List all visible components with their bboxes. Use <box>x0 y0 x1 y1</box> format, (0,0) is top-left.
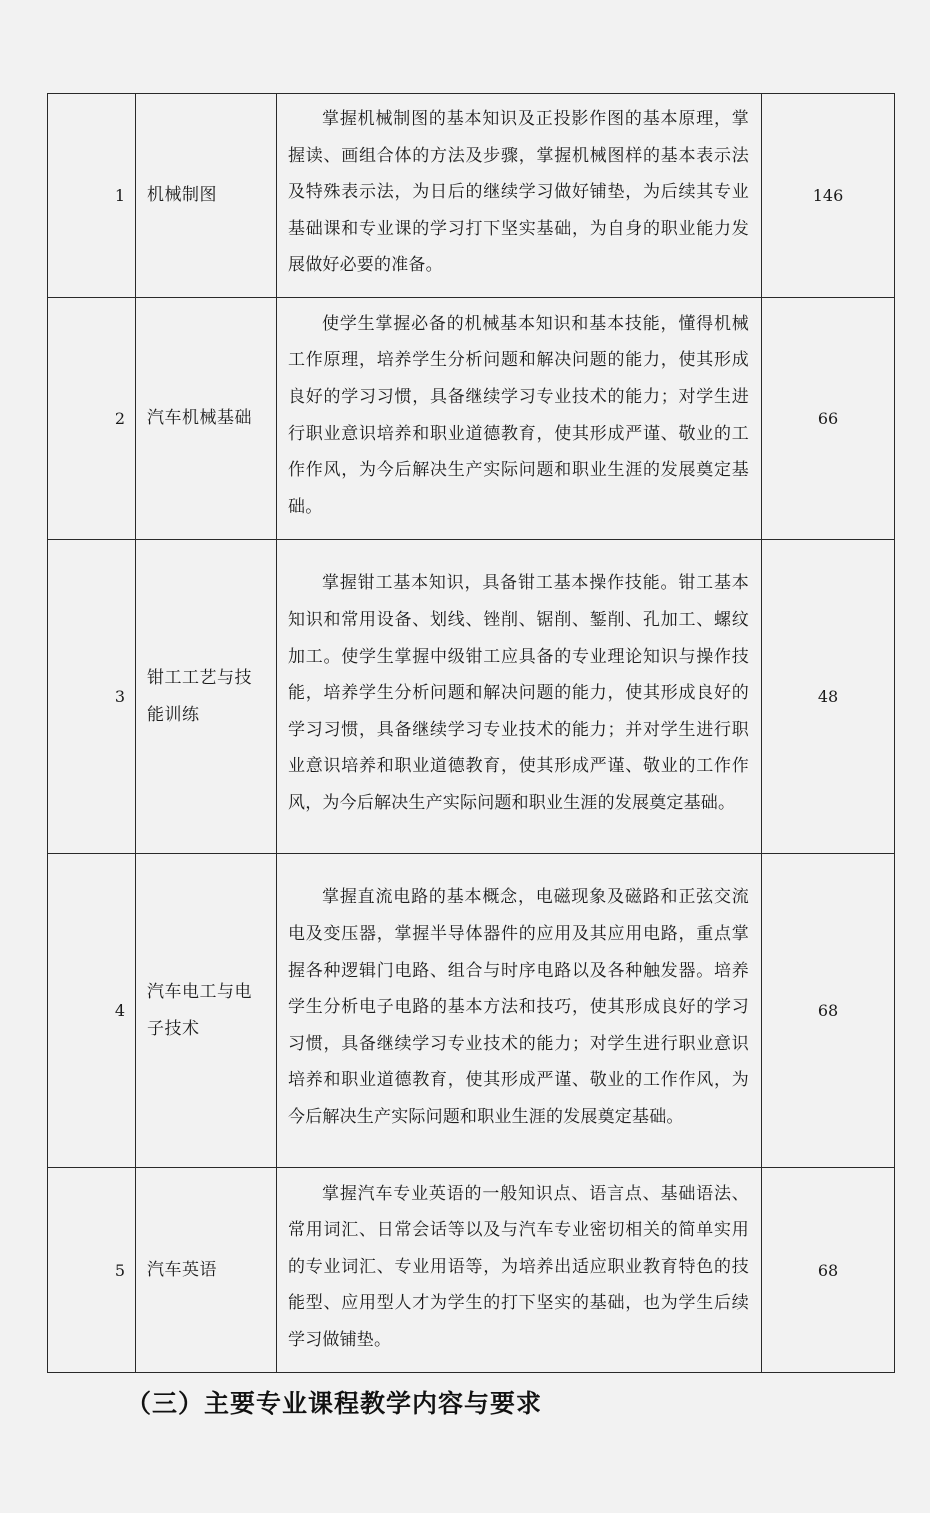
course-hours: 48 <box>762 540 895 854</box>
table-row <box>48 298 895 540</box>
course-name: 钳工工艺与技能训练 <box>136 540 277 854</box>
course-hours: 146 <box>762 94 895 298</box>
course-name: 机械制图 <box>136 94 277 298</box>
course-hours: 66 <box>762 298 895 540</box>
course-name: 汽车电工与电子技术 <box>136 854 277 1168</box>
section-heading: （三）主要专业课程教学内容与要求 <box>126 1389 543 1418</box>
course-table <box>47 93 895 1373</box>
table-row <box>48 540 895 854</box>
course-name: 汽车机械基础 <box>136 298 277 540</box>
course-number: 3 <box>48 540 136 854</box>
course-name: 汽车英语 <box>136 1168 277 1373</box>
course-number: 5 <box>48 1168 136 1373</box>
table-row <box>48 854 895 1168</box>
course-description: 使学生掌握必备的机械基本知识和基本技能，懂得机械工作原理，培养学生分析问题和解决问题的能力，使其形成良好的学习习惯，具备继续学习专业技术的能力；对学生进行职业意识培养和职业道德教育，使其形成严谨、敬业的工作作风，为今后解决生产实际问题和职业生涯的发展奠定基础。 <box>277 298 762 540</box>
course-number: 2 <box>48 298 136 540</box>
course-number: 1 <box>48 94 136 298</box>
course-description: 掌握机械制图的基本知识及正投影作图的基本原理，掌握读、画组合体的方法及步骤，掌握机械图样的基本表示法及特殊表示法，为日后的继续学习做好铺垫，为后续其专业基础课和专业课的学习打下坚实基础，为自身的职业能力发展做好必要的准备。 <box>277 94 762 298</box>
course-description: 掌握直流电路的基本概念，电磁现象及磁路和正弦交流电及变压器，掌握半导体器件的应用及其应用电路，重点掌握各种逻辑门电路、组合与时序电路以及各种触发器。培养学生分析电子电路的基本方法和技巧，使其形成良好的学习习惯，具备继续学习专业技术的能力；对学生进行职业意识培养和职业道德教育，使其形成严谨、敬业的工作作风，为今后解决生产实际问题和职业生涯的发展奠定基础。 <box>277 854 762 1168</box>
course-description: 掌握钳工基本知识，具备钳工基本操作技能。钳工基本知识和常用设备、划线、锉削、锯削、錾削、孔加工、螺纹加工。使学生掌握中级钳工应具备的专业理论知识与操作技能，培养学生分析问题和解决问题的能力，使其形成良好的学习习惯，具备继续学习专业技术的能力；并对学生进行职业意识培养和职业道德教育，使其形成严谨、敬业的工作作风，为今后解决生产实际问题和职业生涯的发展奠定基础。 <box>277 540 762 854</box>
course-hours: 68 <box>762 1168 895 1373</box>
course-number: 4 <box>48 854 136 1168</box>
course-description: 掌握汽车专业英语的一般知识点、语言点、基础语法、常用词汇、日常会话等以及与汽车专业密切相关的简单实用的专业词汇、专业用语等，为培养出适应职业教育特色的技能型、应用型人才为学生的打下坚实的基础，也为学生后续学习做铺垫。 <box>277 1168 762 1373</box>
table-row <box>48 1168 895 1373</box>
table-row <box>48 94 895 298</box>
course-hours: 68 <box>762 854 895 1168</box>
